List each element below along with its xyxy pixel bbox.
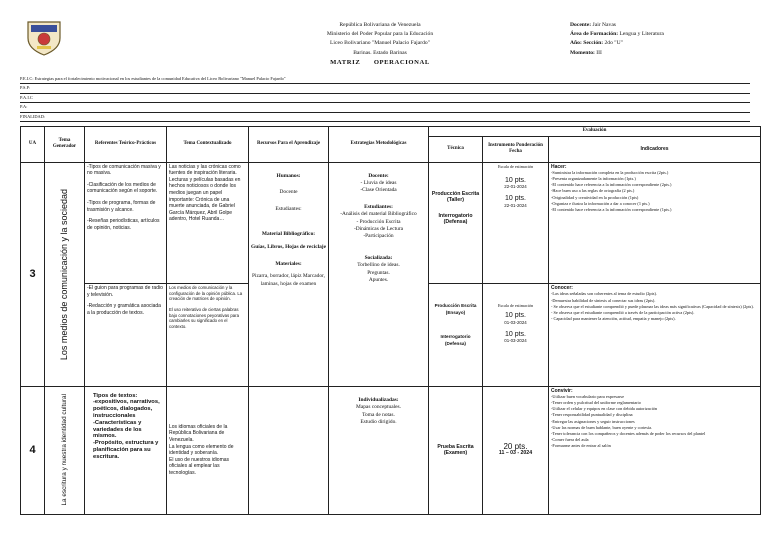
area-row: Área de Formación: Lengua y Literatura bbox=[570, 31, 664, 38]
operational-matrix-table bbox=[20, 126, 761, 515]
tecnica-item: Producción Escrita (Taller) bbox=[431, 190, 480, 204]
indicador-item: -Tener orden y pulcritud del uniforme reglamentario bbox=[551, 400, 641, 405]
estrategias-estudiantes-label: Estudiantes: bbox=[364, 203, 393, 210]
moment-row: Momento: III bbox=[570, 49, 602, 56]
indicador-item: -Usar las normas de buen hablante, buen oyente y cortesía. bbox=[551, 424, 653, 430]
fecha: 01-03-2024 bbox=[504, 338, 527, 344]
teacher-row: Docente: Jair Navas bbox=[570, 22, 616, 28]
indicadores-convivir bbox=[549, 386, 761, 514]
header-line-1: República Bolivariana de Venezuela bbox=[339, 22, 421, 28]
hacer-title: Hacer: bbox=[551, 163, 567, 170]
school-seal-logo bbox=[22, 20, 66, 54]
indicador-item: -Organiza e ilustra la información a dar a conocer (1 pts.) bbox=[551, 200, 650, 206]
indicador-item: -Demuestra habilidad de síntesis al conectar sus ideas (2pts). bbox=[551, 297, 656, 303]
ref-item: -Tipos de comunicación masiva y no masiva. bbox=[87, 163, 161, 177]
instrumento-3a bbox=[483, 162, 549, 284]
indicador-item: -Suministra la información completa en la producción escrita (2pts.) bbox=[551, 169, 669, 175]
ua-number-3: 3 bbox=[21, 162, 45, 386]
fecha: 22-01-2024 bbox=[504, 202, 527, 208]
recursos-docente: Docente bbox=[279, 189, 298, 196]
indicador-item: -Tener responsabilidad puntualidad y disciplina bbox=[551, 412, 633, 418]
estrategias-estudiantes-item: - Producción Escrita bbox=[356, 218, 401, 225]
tema-generador-3-text: Los medios de comunicación y la sociedad bbox=[59, 188, 70, 360]
estrategias-socializada-item: Torbellino de ideas. bbox=[357, 262, 400, 269]
tema-generador-4 bbox=[45, 386, 85, 514]
estrategias-individualizadas-label: Individualizadas: bbox=[358, 396, 399, 403]
recursos-3 bbox=[249, 162, 329, 386]
teacher-info bbox=[570, 21, 760, 58]
referentes-3a bbox=[85, 162, 167, 284]
estrategias-item: Mapas conceptuales. bbox=[356, 404, 401, 411]
indicador-item: -Comer fuera del aula bbox=[551, 437, 589, 443]
instrumento-label: Escala de estimación bbox=[497, 303, 534, 309]
tecnica-3b bbox=[429, 284, 483, 386]
recursos-materiales-label: Materiales: bbox=[275, 260, 302, 267]
recursos-estudiantes: Estudiantes: bbox=[275, 205, 302, 212]
tecnica-4 bbox=[429, 386, 483, 514]
project-meta bbox=[20, 75, 750, 122]
referentes-4 bbox=[85, 386, 167, 514]
referentes-3b bbox=[85, 284, 167, 386]
tema-generador-4-text: La escritura y nuestra identidad cultural bbox=[60, 393, 68, 506]
indicador-item: -Entregar las asignaciones y seguir instrucciones bbox=[551, 418, 635, 424]
tecnica-item: Prueba Escrita (Examen) bbox=[437, 443, 474, 457]
estrategias-estudiantes-item: -Análisis del material Bibliográfico bbox=[340, 211, 417, 218]
ref-title: Tipos de textos: bbox=[93, 392, 138, 399]
indicador-item: -Originalidad y creatividad en la producción (1pts) bbox=[551, 194, 639, 200]
header-tema-generador: Tema Generador bbox=[45, 127, 85, 163]
estrategias-3 bbox=[329, 162, 429, 386]
indicadores-hacer bbox=[549, 162, 761, 284]
header-recursos: Recursos Para el Aprendizaje bbox=[249, 127, 329, 163]
header-tecnica: Técnica bbox=[429, 136, 483, 162]
ctx-item: Los idiomas oficiales de la República Bolivariana de Venezuela. bbox=[169, 423, 228, 443]
indicador-item: -Tener tolerancia con los compañeros y docentes además de poder los recursos del plantel bbox=[551, 431, 706, 437]
contextualizado-3a: Las noticias y las crónicas como fuentes de inspiración literaria. Lecturas y películas basadas en hechos noticiosos o donde los medios juegan un papel importante: Crónica de una muerte anunciada, de Gabriel García Márquez, Abril Golpe adentro, Hotel Ruanda… bbox=[167, 162, 249, 284]
instrumento-label: Escala de estimación bbox=[497, 163, 534, 169]
tecnica-3a bbox=[429, 162, 483, 284]
conocer-title: Conocer: bbox=[551, 285, 573, 292]
instrumento-3b bbox=[483, 284, 549, 386]
tecnica-item: Interrogatorio (Defensa) bbox=[438, 212, 473, 226]
fecha: 22-01-2024 bbox=[504, 184, 527, 190]
tema-generador-3 bbox=[45, 162, 85, 386]
pa-line: P.A: bbox=[20, 103, 750, 112]
indicador-item: -Utilizar buen vocabulario para expresarse bbox=[551, 393, 625, 399]
ref-item: -Tipos de programa, formas de trasmisión y alcance. bbox=[87, 199, 156, 213]
recursos-bibliografico-items: Guías, Libros, Hojas de reciclaje bbox=[251, 243, 326, 250]
indicador-item: -Presenta organizadamente la información (1pts.) bbox=[551, 176, 636, 181]
indicador-item: - Se observa que el estudiante comprendió y puede plasmar las ideas más significativas (Capacidad de síntesis) (2pts). bbox=[551, 303, 754, 309]
header-referentes: Referentes Teórico-Prácticos bbox=[85, 127, 167, 163]
estrategias-estudiantes-item: -Dinámicas de Lectura bbox=[353, 226, 404, 233]
ref-item: -Características y variedades de los mismos. bbox=[93, 419, 142, 440]
estrategias-item: Estudio dirigido. bbox=[360, 419, 397, 426]
fecha: 01-03-2024 bbox=[504, 319, 527, 325]
indicador-item: -El contenido hace referencia a la información correspondiente (2pts.) bbox=[551, 182, 672, 188]
document-title: MATRIZ OPERACIONAL bbox=[330, 58, 430, 66]
contextualizado-4 bbox=[167, 386, 249, 514]
indicadores-conocer bbox=[549, 284, 761, 386]
recursos-humanos-label: Humanos: bbox=[276, 172, 301, 179]
ponderacion: 10 pts. bbox=[504, 312, 526, 320]
ref-item: -Clasificación de los medios de comunicación según el soporte. bbox=[87, 181, 158, 195]
estrategias-socializada-label: Socializada: bbox=[364, 254, 393, 261]
header-instrumento: Instrumento Ponderación Fecha bbox=[483, 136, 549, 162]
ponderacion: 10 pts. bbox=[504, 330, 526, 338]
header-evaluacion: Evaluación bbox=[429, 127, 761, 137]
ponderacion: 10 pts. bbox=[504, 194, 526, 202]
header-line-4: Barinas. Estado Barinas bbox=[353, 49, 407, 56]
ref-item: -Redacción y gramática asociada a la producción de textos. bbox=[87, 303, 161, 316]
ctx-item: Los medios de comunicación y la configuración de la opinión pública. La creación de matrices de opinión. bbox=[169, 285, 243, 302]
year-row: Año: Sección: 2do "U" bbox=[570, 40, 623, 47]
ref-item: -Reseñas periodísticas, artículos de opinión, noticias. bbox=[87, 218, 160, 231]
instrumento-4 bbox=[483, 386, 549, 514]
tecnica-item: Interrogatorio (Defensa) bbox=[440, 334, 471, 346]
estrategias-socializada-item: Preguntas. bbox=[367, 269, 390, 276]
recursos-bibliografico-label: Material Bibliográfico: bbox=[261, 231, 316, 238]
estrategias-socializada-item: Apuntes. bbox=[368, 277, 389, 284]
header-line-2: Ministerio del Poder Popular para la Educación bbox=[326, 31, 434, 38]
fecha: 11 – 03 - 2024 bbox=[498, 450, 533, 457]
estrategias-item: Toma de notas. bbox=[362, 411, 395, 418]
document-header bbox=[250, 21, 510, 67]
peic-line: P.E.I.C: Estrategias para el fortalecimiento motivacional en los estudiantes de la comunidad Educativa del Liceo Bolivariano "Manuel Palacio Fajardo" bbox=[20, 75, 750, 84]
estrategias-estudiantes-item: -Participación bbox=[363, 233, 394, 240]
convivir-title: Convivir: bbox=[551, 387, 573, 394]
paic-line: P.A.I.C bbox=[20, 94, 750, 103]
finalidad-line: FINALIDAD: bbox=[20, 113, 750, 122]
estrategias-docente-item: - Lluvia de ideas bbox=[360, 180, 397, 186]
recursos-4 bbox=[249, 386, 329, 514]
header-line-3: Liceo Bolivariano "Manuel Palacio Fajardo" bbox=[330, 40, 430, 47]
indicador-item: -Las ideas señaladas son coherentes al tema de estudio (2pts). bbox=[551, 291, 657, 297]
estrategias-4 bbox=[329, 386, 429, 514]
ua-number-4: 4 bbox=[21, 386, 45, 514]
ponderacion: 10 pts. bbox=[504, 176, 526, 184]
ctx-item: El uso de nuestros idiomas oficiales al emplear las tecnologías. bbox=[169, 456, 230, 476]
tecnica-item: Producción Escrita (Ensayo) bbox=[434, 303, 477, 315]
psp-line: P.S.P: bbox=[20, 84, 750, 93]
ref-item: -expositivos, narrativos, poéticos, dialogados, instruccionales bbox=[93, 399, 160, 419]
ref-item: -Propósito, estructura y planificación para su escritura. bbox=[93, 440, 159, 460]
estrategias-docente-label: Docente: bbox=[368, 172, 389, 179]
indicador-item: -Hace buen uso a las reglas de ortografía (2 pts.) bbox=[551, 188, 635, 194]
ref-item: -El guion para programas de radio y televisión. bbox=[87, 285, 163, 298]
header-estrategias: Estrategias Metodológicas bbox=[329, 127, 429, 163]
indicador-item: -El contenido hace referencia a la información correspondiente (1pts.) bbox=[551, 207, 672, 213]
header-indicadores: Indicadores bbox=[549, 136, 761, 162]
contextualizado-3b bbox=[167, 284, 249, 386]
header-tema-contextualizado: Tema Contextualizado bbox=[167, 127, 249, 163]
estrategias-docente-item: -Clase Orientada bbox=[360, 187, 397, 194]
ctx-item: El uso reiterativo de ciertas palabras bajo connotaciones peyorativas para cambiarles su significado en el contexto. bbox=[169, 306, 239, 329]
ctx-item: La lengua como elemento de identidad y soberanía. bbox=[169, 443, 234, 457]
indicador-item: - Se observa que el estudiante comprendió a través de la participación activa (2pts). bbox=[551, 309, 695, 315]
indicador-item: - Capacidad para mantener la atención, actitud, empatía y manejo (2pts). bbox=[551, 316, 676, 322]
recursos-materiales-items: Pizarra, borrador, lápiz Marcador, laminas, hojas de examen bbox=[252, 273, 325, 287]
indicador-item: -Formarme antes de entrar al salón bbox=[551, 443, 611, 449]
indicador-item: -Utilizar el celular y equipos en clase con debida autorización bbox=[551, 406, 658, 412]
ponderacion: 20 pts. bbox=[503, 441, 528, 451]
header-ua: UA bbox=[21, 127, 45, 163]
